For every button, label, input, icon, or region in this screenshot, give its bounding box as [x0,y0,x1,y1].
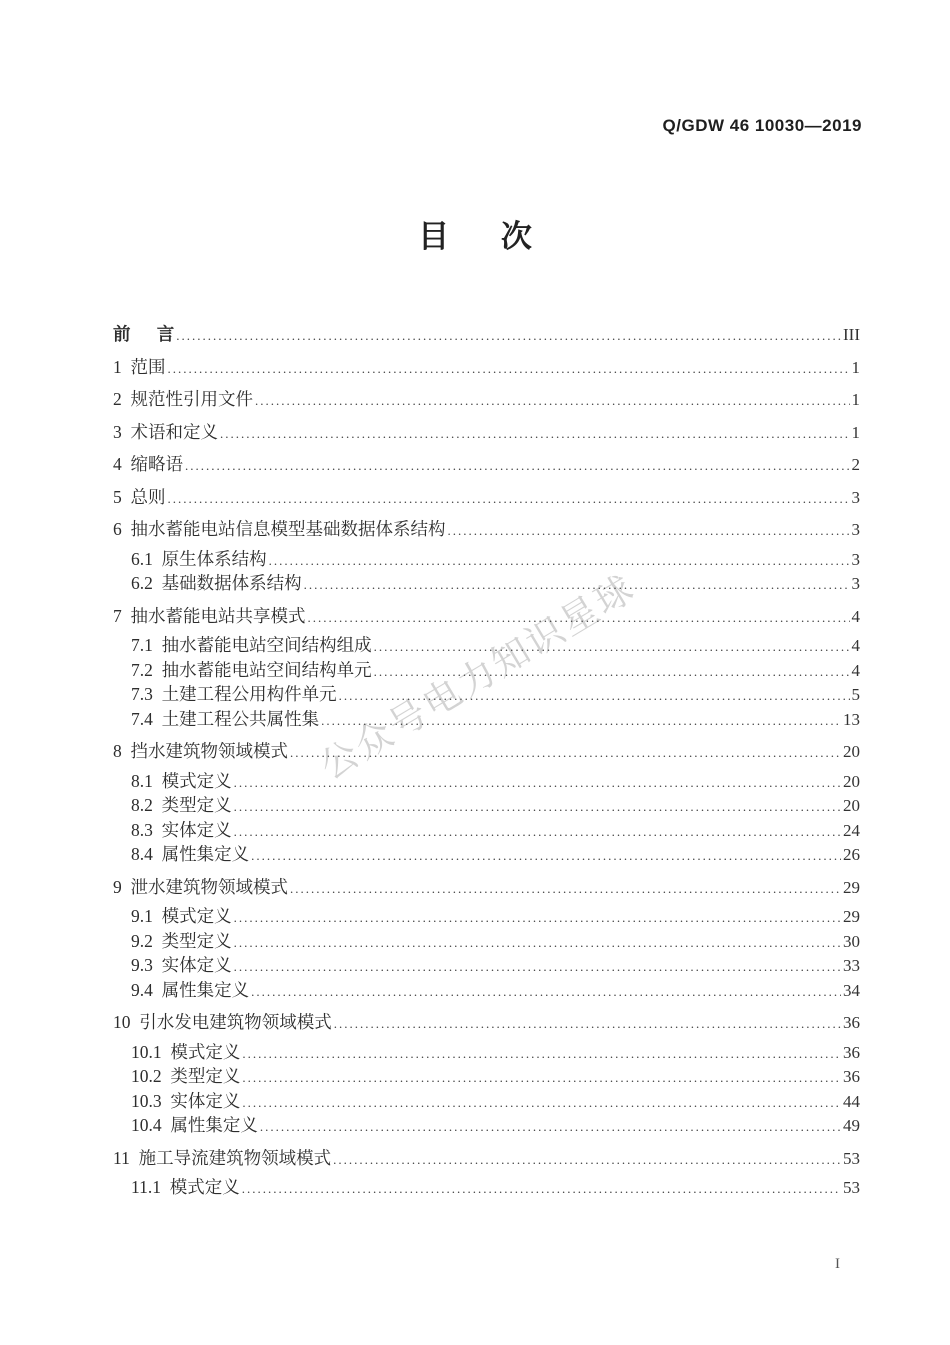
leader-dots [374,660,850,685]
toc-entry [113,355,860,380]
toc-entry-label: 7.1 抽水蓄能电站空间结构组成 [131,635,372,655]
leader-dots [176,324,841,349]
toc-entry-label: 10.4 属性集定义 [131,1115,258,1135]
toc-entry-label: 7.4 土建工程公共属性集 [131,708,320,729]
footer-page-number: I [835,1256,840,1272]
toc-entry-label: 8.1 模式定义 [131,770,232,791]
toc-entry-page-number: 4 [851,636,860,655]
toc-entry [113,485,860,510]
toc-entry [113,682,860,707]
toc-entry-page-number: 36 [843,1042,860,1062]
watermark-text: 公众号电力知识星球 [312,566,643,788]
toc-entry-label: 11.1 模式定义 [131,1177,240,1197]
leader-dots [168,487,850,512]
toc-entry [113,452,860,477]
toc-entry-label: 9 泄水建筑物领域模式 [113,876,288,897]
toc-entry [113,1113,860,1138]
page-title: 目 次 [418,219,532,254]
leader-dots [374,635,850,660]
toc-entry [113,1089,860,1114]
leader-dots [251,844,841,869]
toc-entry-label: 8.4 属性集定义 [131,844,250,864]
toc-entry-page-number: 4 [851,606,860,626]
leader-dots [339,684,850,709]
leader-dots [242,1066,841,1091]
toc-entry-page-number: 26 [843,845,860,864]
toc-entry-label: 6.2 基础数据体系结构 [131,573,302,593]
leader-dots [334,1012,841,1037]
toc-entry-page-number: 4 [851,660,860,680]
toc-entry-label: 10.1 模式定义 [131,1041,241,1062]
leader-dots [242,1091,841,1116]
toc-entry [113,1010,860,1035]
toc-entry-page-number: 30 [843,931,860,951]
toc-entry-page-number: 44 [843,1091,860,1111]
toc-entry-page-number: 3 [851,520,860,539]
leader-dots [304,573,850,598]
leader-dots [242,1042,841,1067]
toc-entry [113,420,860,445]
leader-dots [260,1115,841,1140]
toc-entry-page-number: 20 [843,771,860,791]
toc-entry [113,929,860,954]
standard-doc-number: Q/GDW 46 10030—2019 [662,116,862,135]
leader-dots [168,357,850,382]
toc-entry [113,978,860,1003]
toc-entry-label: 7 抽水蓄能电站共享模式 [113,605,306,626]
leader-dots [269,549,850,574]
leader-dots [333,1148,841,1173]
toc-entry [113,633,860,658]
toc-entry [113,793,860,818]
toc-entry-page-number: 20 [843,796,860,815]
toc-entry-page-number: 24 [843,820,860,840]
toc-entry [113,739,860,764]
leader-dots [234,771,841,796]
toc-entry [113,818,860,843]
leader-dots [234,931,841,956]
toc-entry-label: 8.3 实体定义 [131,819,232,840]
leader-dots [234,906,841,931]
toc-entry [113,1175,860,1200]
toc-entry-label: 9.1 模式定义 [131,906,232,926]
toc-entry-page-number: 1 [851,357,860,377]
toc-entry [113,953,860,978]
toc-entry [113,707,860,732]
toc-entry-page-number: 1 [851,422,860,442]
toc-entry [113,658,860,683]
toc-entry-label: 4 缩略语 [113,454,183,474]
toc-entry-page-number: 3 [851,574,860,593]
toc-entry [113,571,860,596]
toc-entry-label: 10 引水发电建筑物领域模式 [113,1012,332,1032]
leader-dots [242,1177,841,1202]
leader-dots [255,389,850,414]
toc-entry-page-number: III [843,325,860,344]
leader-dots [290,741,841,766]
toc-entry-label: 8.2 类型定义 [131,795,232,815]
toc-entry-page-number: 1 [851,390,860,409]
toc-entry [113,1146,860,1171]
leader-dots [251,980,841,1005]
leader-dots [234,820,841,845]
toc-entry-page-number: 20 [843,742,860,761]
toc-entry-page-number: 34 [843,980,860,1000]
toc-entry-label: 3 术语和定义 [113,421,218,442]
leader-dots [448,519,850,544]
toc-entry-label: 6.1 原生体系结构 [131,548,267,569]
toc-entry-page-number: 53 [843,1148,860,1168]
leader-dots [234,795,841,820]
toc-entry [113,1064,860,1089]
leader-dots [185,454,850,479]
toc-entry-page-number: 33 [843,956,860,975]
toc-entry-page-number: 2 [851,455,860,474]
toc-entry [113,769,860,794]
toc-entry-label: 9.3 实体定义 [131,955,232,975]
toc-entry-page-number: 3 [851,549,860,569]
toc-entry [113,322,860,347]
toc-entry [113,604,860,629]
toc-entry-page-number: 3 [851,487,860,507]
toc-entry-page-number: 36 [843,1013,860,1032]
toc-entry-label: 2 规范性引用文件 [113,389,253,409]
toc-entry [113,842,860,867]
toc-entry-label: 9.2 类型定义 [131,930,232,951]
toc-entry-page-number: 29 [843,877,860,897]
toc-entry [113,1040,860,1065]
toc-entry [113,517,860,542]
toc-entry-page-number: 49 [843,1116,860,1135]
toc-entry-label: 前 言 [113,324,175,344]
toc-entry-label: 9.4 属性集定义 [131,979,250,1000]
toc-entry-page-number: 36 [843,1067,860,1086]
leader-dots [308,606,850,631]
toc-entry-label: 8 挡水建筑物领域模式 [113,741,288,761]
toc-entry-label: 11 施工导流建筑物领域模式 [113,1147,332,1168]
leader-dots [220,422,850,447]
toc-entry-label: 10.3 实体定义 [131,1090,241,1111]
toc-entry-page-number: 13 [843,709,860,729]
toc-entry [113,904,860,929]
toc-entry-label: 10.2 类型定义 [131,1066,241,1086]
toc-entry-label: 1 范围 [113,356,166,377]
toc-entry-label: 7.3 土建工程公用构件单元 [131,684,337,704]
toc-entry-label: 6 抽水蓄能电站信息模型基础数据体系结构 [113,519,446,539]
leader-dots [290,877,841,902]
toc-entry-page-number: 29 [843,907,860,926]
toc-entry-label: 7.2 抽水蓄能电站空间结构单元 [131,659,372,680]
toc-entry-page-number: 5 [851,685,860,704]
toc-entry [113,547,860,572]
leader-dots [234,955,841,980]
toc-entry [113,387,860,412]
toc-entry-page-number: 53 [843,1178,860,1197]
toc-entry [113,875,860,900]
toc-entry-label: 5 总则 [113,486,166,507]
leader-dots [321,709,841,734]
toc-list [113,322,860,1200]
